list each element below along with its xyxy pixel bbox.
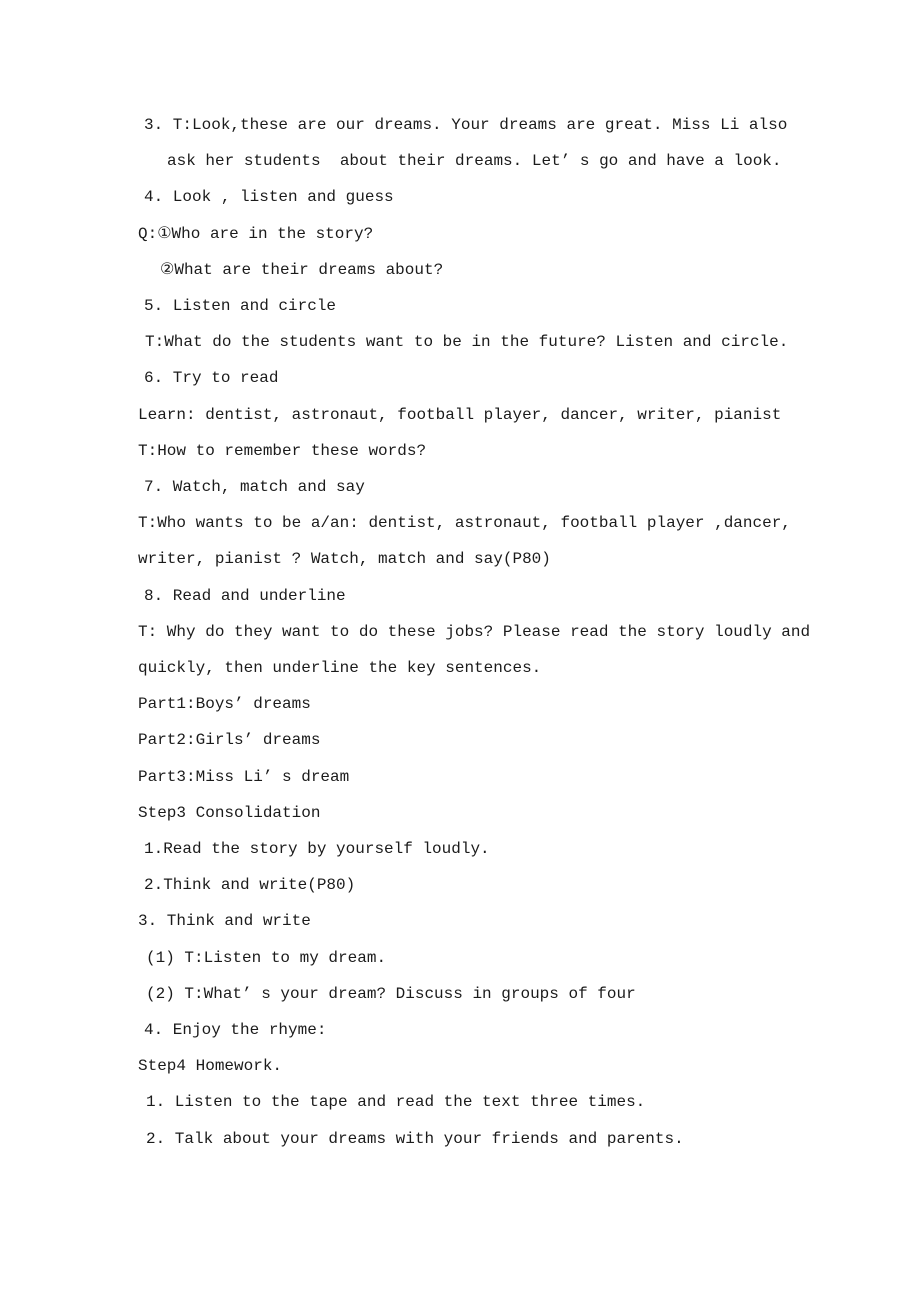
doc-line-part2: Part2:Girls’ dreams — [138, 731, 321, 750]
doc-line-step3-item1: 1.Read the story by yourself loudly. — [144, 840, 490, 859]
doc-line-step2-item8: 8. Read and underline — [144, 586, 346, 605]
doc-line-teacher-prompt-remember: T:How to remember these words? — [138, 441, 427, 460]
doc-line-teacher-prompt-why: T: Why do they want to do these jobs? Please read the story loudly and — [138, 622, 811, 641]
doc-line-step2-item7: 7. Watch, match and say — [144, 478, 365, 497]
doc-line-step3-item3-sub2: (2) T:What’ s your dream? Discuss in groups of four — [146, 984, 636, 1003]
doc-line-step2-item3: 3. T:Look,these are our dreams. Your dreams are great. Miss Li also — [144, 116, 788, 134]
doc-line-teacher-prompt-circle: T:What do the students want to be in the future? Listen and circle. — [145, 333, 789, 352]
doc-line-question-2: ②What are their dreams about? — [160, 260, 444, 279]
doc-line-learn-words: Learn: dentist, astronaut, football player, dancer, writer, pianist — [138, 405, 782, 424]
doc-line-part1: Part1:Boys’ dreams — [138, 695, 311, 714]
doc-line-step3-item3: 3. Think and write — [138, 912, 311, 931]
doc-line-step2-item5: 5. Listen and circle — [144, 297, 337, 316]
doc-line-step3-item3-sub1: (1) T:Listen to my dream. — [146, 948, 387, 967]
doc-line-step3-item4: 4. Enjoy the rhyme: — [144, 1021, 327, 1040]
doc-line-teacher-prompt-who-cont: writer, pianist ? Watch, match and say(P80) — [138, 550, 551, 569]
doc-line-step2-item3-cont: ask her students about their dreams. Let’ s go and have a look. — [167, 152, 782, 171]
doc-line-homework-item1: 1. Listen to the tape and read the text three times. — [146, 1093, 646, 1112]
doc-line-homework-item2: 2. Talk about your dreams with your friends and parents. — [146, 1129, 684, 1148]
doc-line-step3-heading: Step3 Consolidation — [138, 803, 321, 822]
doc-line-question-1: Q:①Who are in the story? — [138, 224, 374, 243]
doc-line-step2-item6: 6. Try to read — [144, 369, 279, 388]
doc-line-teacher-prompt-who: T:Who wants to be a/an: dentist, astronaut, football player ,dancer, — [138, 514, 791, 533]
doc-line-step4-heading: Step4 Homework. — [138, 1057, 283, 1076]
doc-line-step3-item2: 2.Think and write(P80) — [144, 876, 356, 895]
doc-line-part3: Part3:Miss Li’ s dream — [138, 767, 350, 786]
doc-line-step2-item4: 4. Look , listen and guess — [144, 188, 394, 207]
doc-line-teacher-prompt-why-cont: quickly, then underline the key sentences. — [138, 659, 542, 678]
